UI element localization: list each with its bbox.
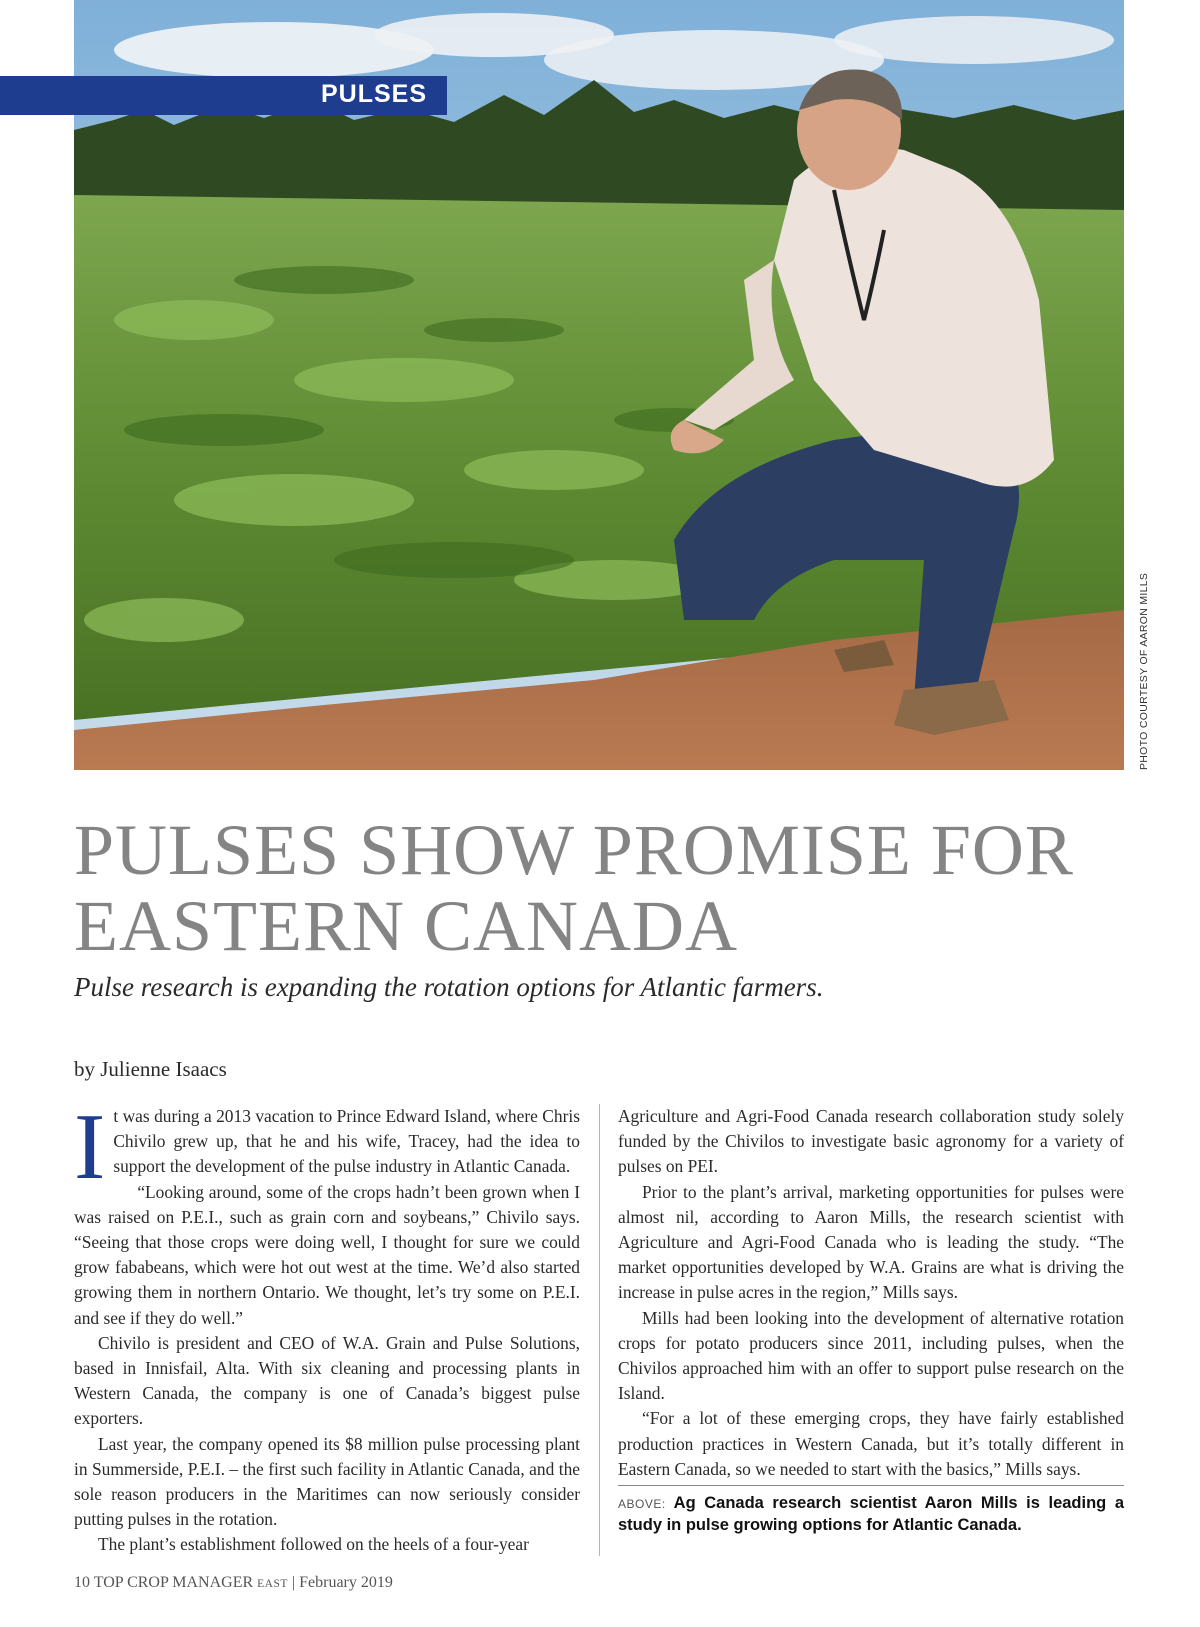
page-number: 10 bbox=[74, 1574, 90, 1591]
magazine-name: TOP CROP MANAGER bbox=[93, 1574, 254, 1591]
article-headline bbox=[74, 812, 1134, 964]
caption-divider bbox=[618, 1485, 1124, 1486]
photo-caption bbox=[618, 1493, 1124, 1536]
page-footer bbox=[74, 1574, 393, 1592]
caption-lead: ABOVE: bbox=[618, 1497, 666, 1511]
paragraph: Agriculture and Agri-Food Canada research collaboration study solely funded by the Chivilos to investigate basic agronomy for a variety of pulses on PEI. bbox=[618, 1106, 1124, 1177]
paragraph: Prior to the plant’s arrival, marketing opportunities for pulses were almost nil, according to Aaron Mills, the research scientist with Agriculture and Agri-Food Canada who is leading the study. “The market opportunities developed by W.A. Grains are what is driving the increase in pulse acres in the region,” Mills says. bbox=[618, 1181, 1124, 1303]
caption-text: Ag Canada research scientist Aaron Mills is leading a study in pulse growing options for Atlantic Canada. bbox=[618, 1494, 1124, 1534]
paragraph: Mills had been looking into the development of alternative rotation crops for potato producers since 2011, including pulses, when the Chivilos approached him with an offer to support pulse research on the Island. bbox=[618, 1307, 1124, 1404]
section-banner bbox=[0, 76, 447, 115]
footer-separator: | bbox=[291, 1574, 296, 1591]
paragraph-text: t was during a 2013 vacation to Prince Edward Island, where Chris Chivilo grew up, that he and his wife, Tracey, had the idea to support the development of the pulse industry in Atlantic Canada. bbox=[113, 1106, 580, 1177]
paragraph: Chivilo is president and CEO of W.A. Grain and Pulse Solutions, based in Innisfail, Alta. With six cleaning and processing plants in Western Canada, the company is one of Canada’s biggest pulse exporters. bbox=[74, 1332, 580, 1429]
column-divider bbox=[599, 1104, 600, 1556]
section-label: PULSES bbox=[320, 80, 427, 108]
body-column-right bbox=[618, 1104, 1124, 1482]
photo-credit: PHOTO COURTESY OF AARON MILLS bbox=[1138, 572, 1150, 770]
paragraph: “Looking around, some of the crops hadn’t been grown when I was raised on P.E.I., such as grain corn and soybeans,” Chivilo says. “Seeing that those crops were doing well, I thought for sure we could grow fababeans, which were hot out west at the time. We’d also started growing them in northern Ontario. We thought, let’s try some on P.E.I. and see if they do well.” bbox=[74, 1181, 580, 1328]
article-deck: Pulse research is expanding the rotation options for Atlantic farmers. bbox=[74, 972, 824, 1002]
paragraph: The plant’s establishment followed on the heels of a four-year bbox=[98, 1534, 529, 1555]
paragraph: “For a lot of these emerging crops, they have fairly established production practices in Western Canada, but it’s totally different in Eastern Canada, so we needed to start with the basics,” Mills says. bbox=[618, 1408, 1124, 1479]
edition-label: EAST bbox=[257, 1578, 288, 1590]
drop-cap: I bbox=[74, 1095, 106, 1199]
headline-line-2: EASTERN CANADA bbox=[74, 886, 739, 966]
headline-line-1: PULSES SHOW PROMISE FOR bbox=[74, 810, 1074, 890]
hero-photo bbox=[74, 0, 1124, 770]
byline: by Julienne Isaacs bbox=[74, 1057, 227, 1081]
issue-date: February 2019 bbox=[299, 1574, 393, 1591]
paragraph bbox=[74, 1095, 580, 1199]
paragraph: Last year, the company opened its $8 million pulse processing plant in Summerside, P.E.I. – the first such facility in Atlantic Canada, and the sole reason producers in the Maritimes can now seriously consider putting pulses in the rotation. bbox=[74, 1433, 580, 1530]
body-column-left bbox=[74, 1095, 580, 1558]
